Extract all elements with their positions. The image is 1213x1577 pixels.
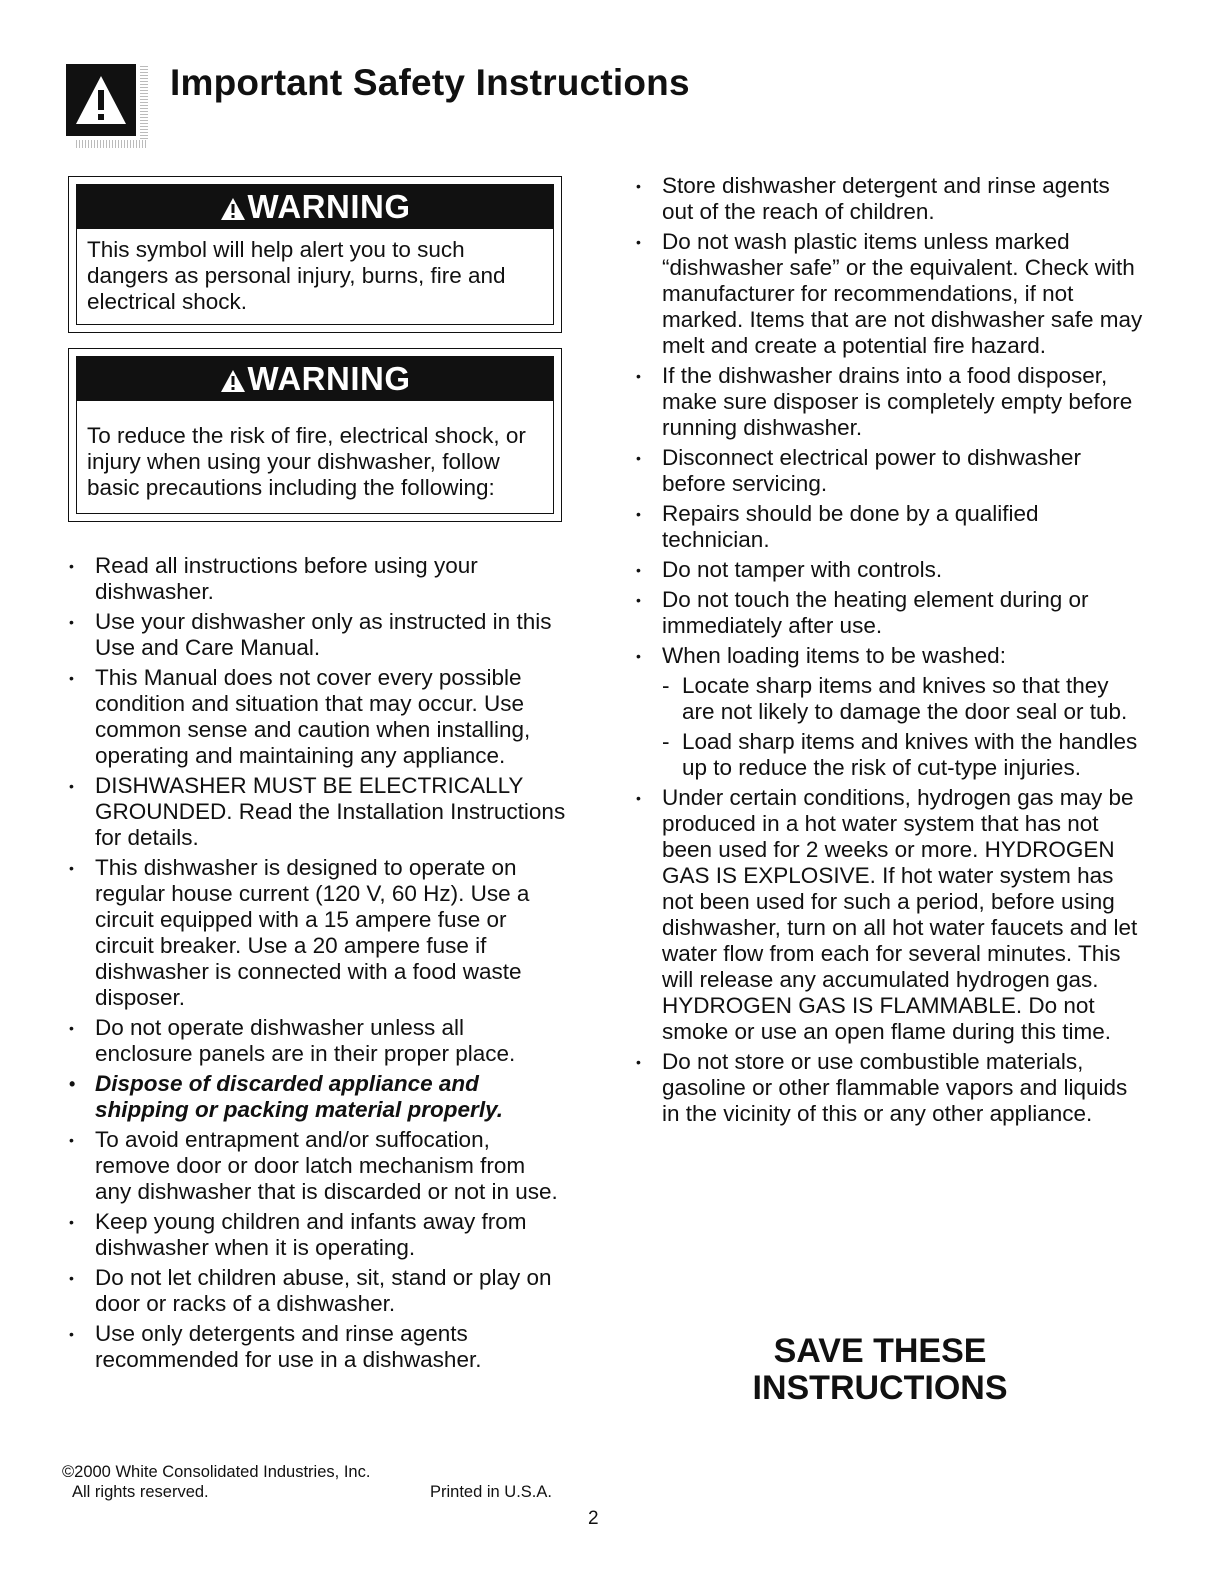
sub-list-item: - Load sharp items and knives with the handles up to reduce the risk of cut-type injuries. — [662, 729, 1143, 781]
save-line-2: INSTRUCTIONS — [752, 1369, 1008, 1407]
list-item: • DISHWASHER MUST BE ELECTRICALLY GROUNDED. Read the Installation Instructions for details. — [66, 773, 566, 851]
save-instructions-heading — [700, 1333, 1060, 1407]
left-safety-list — [66, 553, 566, 1377]
page-number: 2 — [588, 1508, 599, 1529]
sub-list-item: - Locate sharp items and knives so that they are not likely to damage the door seal or tub. — [662, 673, 1143, 725]
list-item: • Do not let children abuse, sit, stand or play on door or racks of a dishwasher. — [66, 1265, 566, 1317]
warning-banner — [77, 185, 553, 229]
warning-box-precautions — [68, 348, 562, 522]
warning-label: WARNING — [247, 188, 411, 225]
list-item: • Use only detergents and rinse agents recommended for use in a dishwasher. — [66, 1321, 566, 1373]
rights-text: All rights reserved. — [72, 1483, 209, 1501]
list-item: • This Manual does not cover every possible condition and situation that may occur. Use common sense and caution when installing, operating and maintaining any appliance. — [66, 665, 566, 769]
warning-triangle-icon — [220, 188, 246, 232]
warning-banner — [77, 357, 553, 401]
list-item: • Do not tamper with controls. — [633, 557, 1143, 583]
page-header — [66, 58, 966, 148]
list-item-emphasis: • Dispose of discarded appliance and shipping or packing material properly. — [66, 1071, 566, 1123]
warning-triangle-icon — [66, 64, 146, 146]
warning-label: WARNING — [247, 360, 411, 397]
footer — [62, 1462, 552, 1502]
list-item: • Repairs should be done by a qualified technician. — [633, 501, 1143, 553]
list-item: • Read all instructions before using your dishwasher. — [66, 553, 566, 605]
list-item: • Under certain conditions, hydrogen gas may be produced in a hot water system that has not been used for 2 weeks or more. HYDROGEN GAS IS EXPLOSIVE. If hot water system has not been used for such a period, before using dishwasher, turn on all hot water faucets and let water flow from each for several minutes. This will release any accumulated hydrogen gas. HYDROGEN GAS IS FLAMMABLE. Do not smoke or use an open flame during this time. — [633, 785, 1143, 1045]
page-title: Important Safety Instructions — [170, 62, 690, 103]
save-line-1: SAVE THESE — [773, 1332, 987, 1370]
list-item: • This dishwasher is designed to operate on regular house current (120 V, 60 Hz). Use a circuit equipped with a 15 ampere fuse or circuit breaker. Use a 20 ampere fuse if dishwasher is connected with a food waste disposer. — [66, 855, 566, 1011]
warning-box-symbol — [68, 176, 562, 333]
warning-text: To reduce the risk of fire, electrical shock, or injury when using your dishwasher, follow basic precautions including the following: — [87, 423, 526, 500]
list-item: • Do not operate dishwasher unless all enclosure panels are in their proper place. — [66, 1015, 566, 1067]
list-item: • If the dishwasher drains into a food disposer, make sure disposer is completely empty before running dishwasher. — [633, 363, 1143, 441]
list-item: • Do not store or use combustible materials, gasoline or other flammable vapors and liquids in the vicinity of this or any other appliance. — [633, 1049, 1143, 1127]
list-item: • To avoid entrapment and/or suffocation, remove door or door latch mechanism from any dishwasher that is discarded or not in use. — [66, 1127, 566, 1205]
list-item: • Disconnect electrical power to dishwasher before servicing. — [633, 445, 1143, 497]
copyright-text: ©2000 White Consolidated Industries, Inc. — [62, 1463, 371, 1481]
list-item: • Do not wash plastic items unless marked “dishwasher safe” or the equivalent. Check with manufacturer for recommendations, if not marked. Items that are not dishwasher safe may melt and create a potential fire hazard. — [633, 229, 1143, 359]
printed-text: Printed in U.S.A. — [430, 1483, 552, 1501]
list-item: • Keep young children and infants away from dishwasher when it is operating. — [66, 1209, 566, 1261]
list-item-loading — [633, 643, 1143, 781]
list-item: • Use your dishwasher only as instructed in this Use and Care Manual. — [66, 609, 566, 661]
list-item: • Store dishwasher detergent and rinse agents out of the reach of children. — [633, 173, 1143, 225]
list-item: • Do not touch the heating element during or immediately after use. — [633, 587, 1143, 639]
warning-text: This symbol will help alert you to such dangers as personal injury, burns, fire and electrical shock. — [87, 237, 506, 314]
loading-sublist — [662, 673, 1143, 781]
warning-triangle-icon — [220, 360, 246, 404]
list-item-text: When loading items to be washed: — [662, 643, 1006, 668]
right-safety-list — [633, 173, 1143, 1131]
